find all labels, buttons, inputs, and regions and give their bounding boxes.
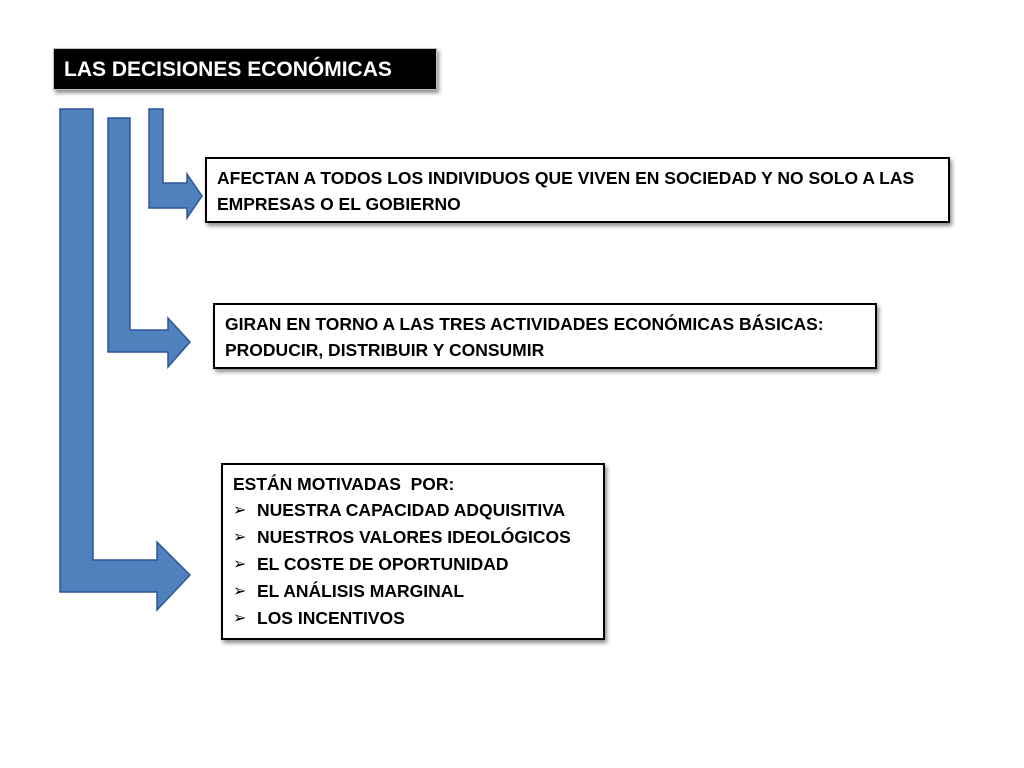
list-item <box>233 497 595 524</box>
arrow-bullet-icon: ➢ <box>233 583 247 600</box>
list-item <box>233 551 595 578</box>
connector-arrow-1 <box>149 109 202 218</box>
motivations-heading: ESTÁN MOTIVADAS POR: <box>233 474 455 494</box>
arrow-bullet-icon: ➢ <box>233 556 247 573</box>
motivations-list <box>233 497 595 632</box>
text-box-affect <box>205 157 950 223</box>
text-box-activities-label: GIRAN EN TORNO A LAS TRES ACTIVIDADES ECONÓMICAS BÁSICAS: PRODUCIR, DISTRIBUIR Y CONSUMIR <box>225 314 824 360</box>
text-box-activities <box>213 303 877 369</box>
list-item-label: NUESTROS VALORES IDEOLÓGICOS <box>257 527 571 547</box>
list-item <box>233 524 595 551</box>
list-item-label: LOS INCENTIVOS <box>257 608 405 628</box>
list-item-label: EL COSTE DE OPORTUNIDAD <box>257 554 509 574</box>
text-box-motivations <box>221 463 605 640</box>
list-item-label: EL ANÁLISIS MARGINAL <box>257 581 465 601</box>
list-item <box>233 605 595 632</box>
arrow-bullet-icon: ➢ <box>233 502 247 519</box>
diagram-title: LAS DECISIONES ECONÓMICAS <box>53 48 437 90</box>
list-item-label: NUESTRA CAPACIDAD ADQUISITIVA <box>257 500 566 520</box>
list-item <box>233 578 595 605</box>
text-box-affect-label: AFECTAN A TODOS LOS INDIVIDUOS QUE VIVEN EN SOCIEDAD Y NO SOLO A LAS EMPRESAS O EL GOBIERNO <box>217 168 915 214</box>
arrow-bullet-icon: ➢ <box>233 529 247 546</box>
arrow-bullet-icon: ➢ <box>233 610 247 627</box>
